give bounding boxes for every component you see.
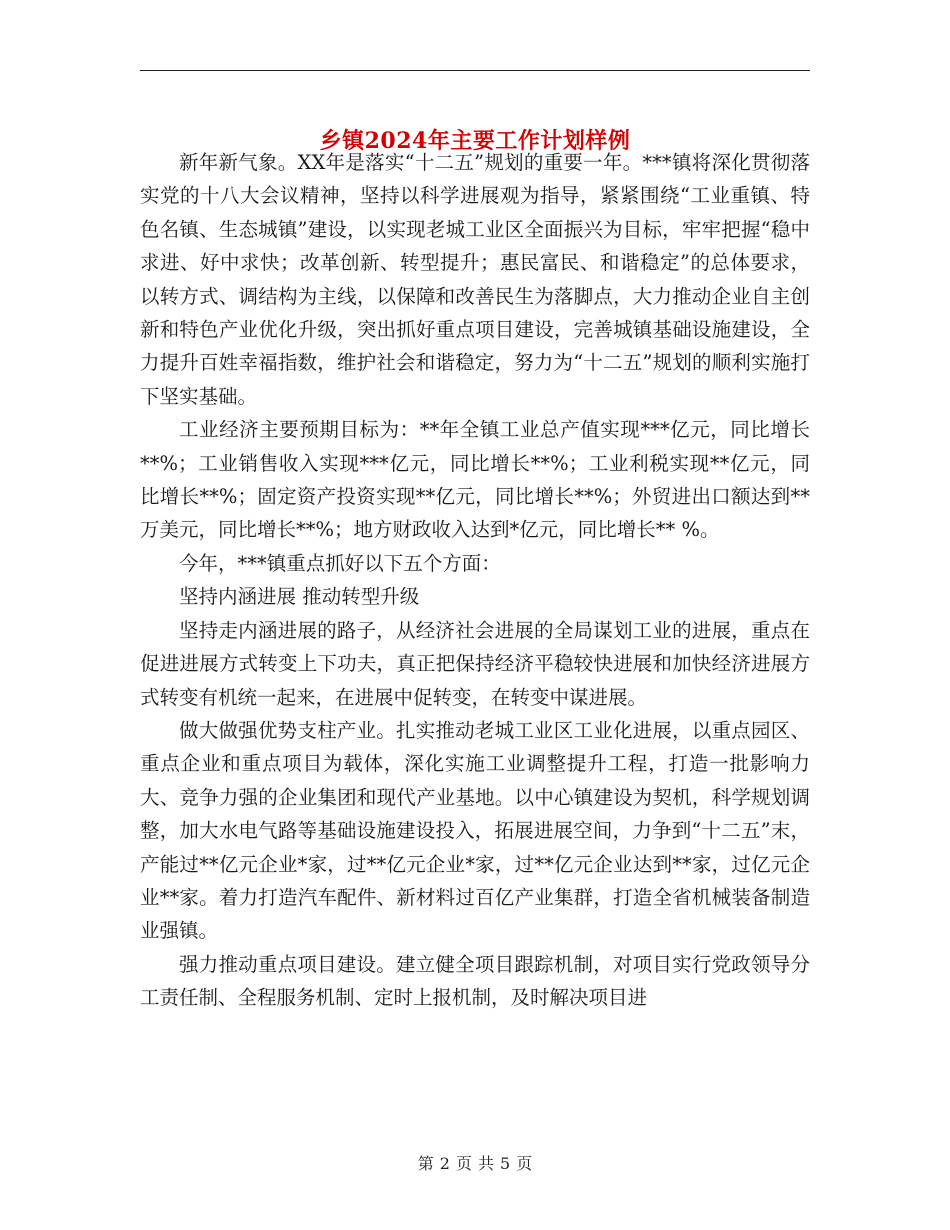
paragraph-focus: 今年，***镇重点抓好以下五个方面： [179, 551, 501, 575]
document-body [140, 146, 810, 1015]
footer-total-pages: 5 [500, 1154, 511, 1173]
paragraph-intro: 新年新气象。XX年是落实“十二五”规划的重要一年。***镇将深化贯彻落实党的十八大会议精神，坚持以科学进展观为指导，紧紧围绕“工业重镇、特色名镇、生态城镇”建设，以实现老城工业区全面振兴为目标，牢牢把握“稳中求进、好中求快；改革创新、转型提升；惠民富民、和谐稳定”的总体要求，以转方式、调结构为主线，以保障和改善民生为落脚点，大力推动企业自主创新和特色产业优化升级，突出抓好重点项目建设，完善城镇基础设施建设，全力提升百姓幸福指数，维护社会和谐稳定，努力为“十二五”规划的顺利实施打下坚实基础。 [140, 151, 810, 408]
footer-suffix: 页 [516, 1154, 533, 1173]
paragraph-connotation: 坚持走内涵进展的路子，从经济社会进展的全局谋划工业的进展，重点在促进进展方式转变上下功夫，真正把保持经济平稳较快进展和加快经济进展方式转变有机统一起来，在进展中促转变，在转变中谋进展。 [140, 618, 810, 709]
section-heading: 坚持内涵进展 推动转型升级 [179, 585, 420, 609]
footer-conj: 共 [478, 1154, 495, 1173]
document-title: 乡镇2024年主要工作计划样例 [319, 127, 631, 154]
paragraph-projects: 强力推动重点项目建设。建立健全项目跟踪机制，对项目实行党政领导分工责任制、全程服务机制、定时上报机制，及时解决项目进 [140, 952, 810, 1010]
footer-prefix: 第 [417, 1154, 434, 1173]
paragraph-targets: 工业经济主要预期目标为：**年全镇工业总产值实现***亿元，同比增长**%；工业销售收入实现***亿元，同比增长**%；工业利税实现**亿元，同比增长**%；固定资产投资实现**亿元，同比增长**%；外贸进出口额达到**万美元，同比增长**%；地方财政收入达到*亿元，同比增长** %。 [140, 418, 810, 542]
footer-mid: 页 [455, 1154, 472, 1173]
header-rule [140, 70, 810, 71]
footer-current-page: 2 [439, 1154, 450, 1173]
page-footer [0, 1152, 950, 1176]
paragraph-industry: 做大做强优势支柱产业。扎实推动老城工业区工业化进展，以重点园区、重点企业和重点项目为载体，深化实施工业调整提升工程，打造一批影响力大、竞争力强的企业集团和现代产业基地。以中心镇建设为契机，科学规划调整，加大水电气路等基础设施建设投入，拓展进展空间，力争到“十二五”末，产能过**亿元企业*家，过**亿元企业*家，过**亿元企业达到**家，过亿元企业**家。着力打造汽车配件、新材料过百亿产业集群，打造全省机械装备制造业强镇。 [140, 718, 810, 943]
